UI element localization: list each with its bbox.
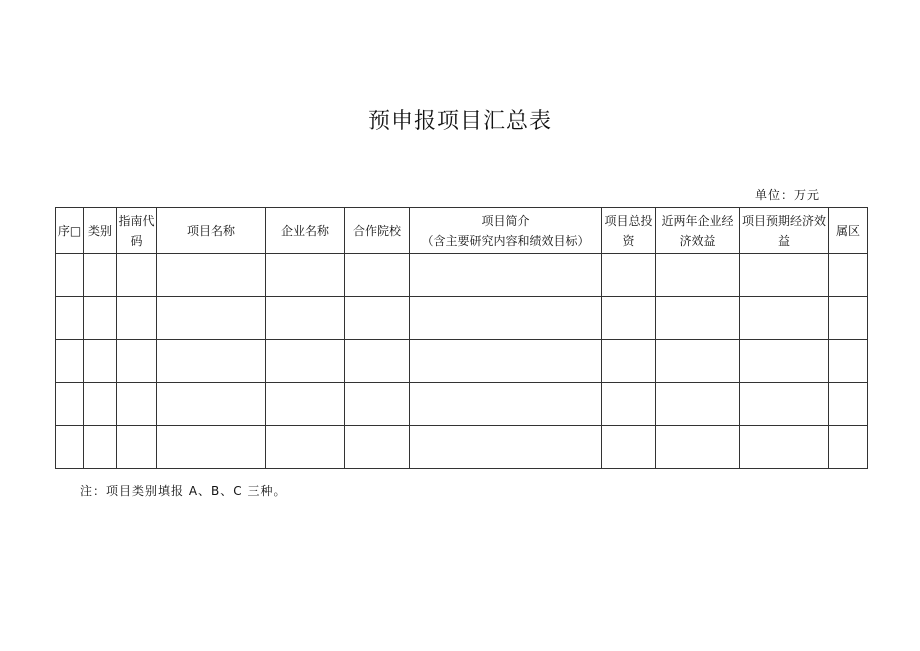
header-guide-code: 指南代码 bbox=[117, 208, 157, 254]
table-cell[interactable] bbox=[84, 383, 117, 426]
table-cell[interactable] bbox=[829, 383, 868, 426]
table-cell[interactable] bbox=[84, 426, 117, 469]
table-cell[interactable] bbox=[84, 254, 117, 297]
table-cell[interactable] bbox=[602, 297, 656, 340]
table-cell[interactable] bbox=[266, 297, 345, 340]
header-past-benefit: 近两年企业经济效益 bbox=[656, 208, 740, 254]
header-company-name: 企业名称 bbox=[266, 208, 345, 254]
table-cell[interactable] bbox=[266, 340, 345, 383]
table-cell[interactable] bbox=[117, 383, 157, 426]
table-row bbox=[56, 426, 868, 469]
table-cell[interactable] bbox=[656, 297, 740, 340]
table-row bbox=[56, 297, 868, 340]
table-cell[interactable] bbox=[157, 383, 266, 426]
table-cell[interactable] bbox=[829, 426, 868, 469]
table-cell[interactable] bbox=[345, 426, 410, 469]
table-cell[interactable] bbox=[740, 426, 829, 469]
table-cell[interactable] bbox=[829, 297, 868, 340]
table-cell[interactable] bbox=[266, 383, 345, 426]
table-cell[interactable] bbox=[56, 297, 84, 340]
table-cell[interactable] bbox=[829, 254, 868, 297]
table-cell[interactable] bbox=[656, 383, 740, 426]
table-row bbox=[56, 340, 868, 383]
table-cell[interactable] bbox=[56, 254, 84, 297]
table-cell[interactable] bbox=[829, 340, 868, 383]
table-cell[interactable] bbox=[345, 383, 410, 426]
header-project-intro bbox=[410, 208, 602, 254]
table-cell[interactable] bbox=[602, 254, 656, 297]
table-cell[interactable] bbox=[56, 383, 84, 426]
table-cell[interactable] bbox=[157, 254, 266, 297]
table-cell[interactable] bbox=[740, 383, 829, 426]
table-cell[interactable] bbox=[656, 340, 740, 383]
header-serial: 序□ bbox=[56, 208, 84, 254]
table-cell[interactable] bbox=[740, 297, 829, 340]
table-cell[interactable] bbox=[410, 254, 602, 297]
header-district: 属区 bbox=[829, 208, 868, 254]
table-cell[interactable] bbox=[157, 340, 266, 383]
table-cell[interactable] bbox=[410, 383, 602, 426]
header-row bbox=[56, 208, 868, 254]
header-project-intro-subtitle: （含主要研究内容和绩效目标） bbox=[421, 233, 590, 248]
table-cell[interactable] bbox=[117, 340, 157, 383]
table-cell[interactable] bbox=[157, 297, 266, 340]
document-title: 预申报项目汇总表 bbox=[367, 109, 552, 134]
header-expected-benefit: 项目预期经济效益 bbox=[740, 208, 829, 254]
header-partner-college: 合作院校 bbox=[345, 208, 410, 254]
summary-table bbox=[55, 207, 868, 469]
table-cell[interactable] bbox=[84, 297, 117, 340]
table-cell[interactable] bbox=[56, 426, 84, 469]
table-row bbox=[56, 383, 868, 426]
table-cell[interactable] bbox=[740, 254, 829, 297]
footnote: 注：项目类别填报 A、B、C 三种。 bbox=[80, 484, 287, 498]
table-cell[interactable] bbox=[117, 426, 157, 469]
header-category: 类别 bbox=[84, 208, 117, 254]
table-cell[interactable] bbox=[656, 254, 740, 297]
table-cell[interactable] bbox=[266, 254, 345, 297]
table-cell[interactable] bbox=[602, 340, 656, 383]
header-total-investment: 项目总投资 bbox=[602, 208, 656, 254]
header-project-intro-title: 项目简介 bbox=[481, 213, 530, 228]
table-cell[interactable] bbox=[740, 340, 829, 383]
table-cell[interactable] bbox=[410, 297, 602, 340]
table-cell[interactable] bbox=[656, 426, 740, 469]
unit-label: 单位：万元 bbox=[755, 188, 821, 202]
header-project-name: 项目名称 bbox=[157, 208, 266, 254]
table-cell[interactable] bbox=[410, 340, 602, 383]
table-cell[interactable] bbox=[117, 254, 157, 297]
table-cell[interactable] bbox=[345, 254, 410, 297]
table-cell[interactable] bbox=[345, 340, 410, 383]
table-cell[interactable] bbox=[157, 426, 266, 469]
table-cell[interactable] bbox=[266, 426, 345, 469]
table-row bbox=[56, 254, 868, 297]
table-cell[interactable] bbox=[117, 297, 157, 340]
table-cell[interactable] bbox=[410, 426, 602, 469]
table-cell[interactable] bbox=[345, 297, 410, 340]
table-cell[interactable] bbox=[602, 383, 656, 426]
table-cell[interactable] bbox=[56, 340, 84, 383]
table-cell[interactable] bbox=[602, 426, 656, 469]
table-cell[interactable] bbox=[84, 340, 117, 383]
